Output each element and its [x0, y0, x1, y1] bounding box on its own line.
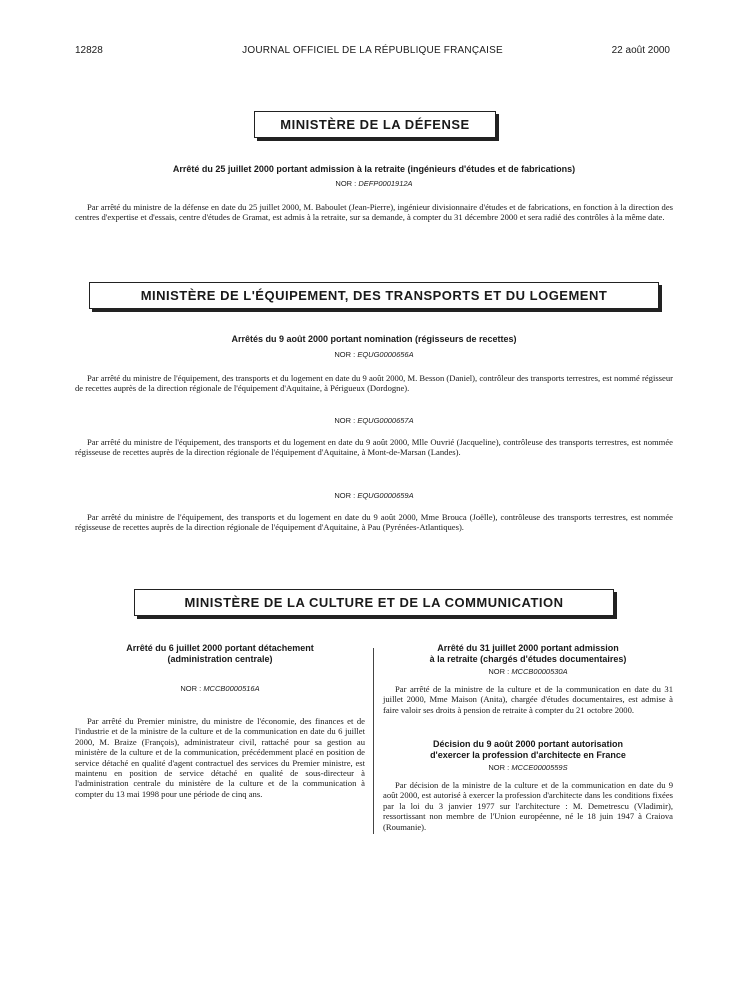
page-header: [75, 45, 670, 59]
ministry-culture-name: MINISTÈRE DE LA CULTURE ET DE LA COMMUNICATION: [184, 595, 564, 610]
culture-left-text: Par arrêté du Premier ministre, du ministre de l'économie, des finances et de l'industrie et de la ministre de la culture et de la communication en date du 6 juillet 2000, M. Braize (François), administrateur civil, rattaché pour sa gestion au ministère de la culture et de la communication, précédemment placé en position de service détaché en qualité d'agent contractuel des services du Premier ministre, est maintenu en position de service détaché en qualité de sous-directeur à l'administration centrale du ministère de la culture et de la communication à compter du 13 mai 1998 pour une période de cinq ans.: [75, 716, 365, 799]
culture-right-title-1: Arrêté du 31 juillet 2000 portant admission à la retraite (chargés d'études documentaires): [429, 643, 627, 664]
column-divider: [373, 648, 374, 834]
equipement-arrete-text-1: Par arrêté du ministre de l'équipement, des transports et du logement en date du 9 août 2000, M. Besson (Daniel), contrôleur des transports terrestres, est nommé régisseur de recettes auprès de la direction régionale de l'équipement d'Aquitaine, à Périgueux (Dordogne).: [75, 373, 673, 394]
equipement-nor-code-1: EQUG0000656A: [357, 350, 414, 359]
culture-left-nor: NOR : MCCB0000516A: [180, 684, 260, 693]
defense-nor: NOR : DEFP0001912A: [335, 179, 413, 188]
page-number: 12828: [75, 45, 103, 56]
culture-right-nor-2: NOR : MCCE0000559S: [488, 763, 568, 772]
ministry-equipement-heading: [89, 282, 659, 309]
defense-arrete-title: Arrêté du 25 juillet 2000 portant admission à la retraite (ingénieurs d'études et de fabrications): [172, 164, 576, 174]
culture-left-nor-code: MCCB0000516A: [203, 684, 260, 693]
ministry-culture-heading: [134, 589, 614, 616]
culture-right-text-2: Par décision de la ministre de la culture et de la communication en date du 9 août 2000, est autorisé à exercer la profession d'architecte dans les conditions fixées par la loi du 3 janvier 1977 sur l'architecture : M. Demetrescu (Vladimir), ressortissant non membre de l'Union européenne, né le 18 juin 1947 à Craiova (Roumanie).: [383, 780, 673, 832]
defense-nor-code: DEFP0001912A: [358, 179, 413, 188]
equipement-arrete-text-3: Par arrêté du ministre de l'équipement, des transports et du logement en date du 9 août 2000, Mme Brouca (Joëlle), contrôleuse des transports terrestres, est nommée régisseuse de recettes auprès de la direction régionale de l'équipement d'Aquitaine, à Pau (Pyrénées-Atlantiques).: [75, 512, 673, 533]
equipement-nor-3: NOR : EQUG0000659A: [334, 491, 414, 500]
equipement-arretes-title: Arrêtés du 9 août 2000 portant nomination (régisseurs de recettes): [231, 334, 517, 344]
culture-right-text-1: Par arrêté de la ministre de la culture et de la communication en date du 31 juillet 2000, Mme Maison (Anita), chargée d'études documentaires, est admise à faire valoir ses droits à pension de retraite à compter du 21 octobre 2000.: [383, 684, 673, 715]
culture-right-title-2: Décision du 9 août 2000 portant autorisation d'exercer la profession d'architecte en France: [430, 739, 626, 760]
equipement-nor-code-3: EQUG0000659A: [357, 491, 414, 500]
culture-left-title: Arrêté du 6 juillet 2000 portant détachement (administration centrale): [126, 643, 314, 664]
ministry-equipement-name: MINISTÈRE DE L'ÉQUIPEMENT, DES TRANSPORTS ET DU LOGEMENT: [140, 288, 608, 303]
equipement-nor-1: NOR : EQUG0000656A: [334, 350, 414, 359]
equipement-nor-code-2: EQUG0000657A: [357, 416, 414, 425]
journal-title: JOURNAL OFFICIEL DE LA RÉPUBLIQUE FRANÇAISE: [242, 45, 503, 56]
culture-right-nor-code-2: MCCE0000559S: [511, 763, 568, 772]
issue-date: 22 août 2000: [611, 45, 670, 56]
defense-arrete-text: Par arrêté du ministre de la défense en date du 25 juillet 2000, M. Baboulet (Jean-Pierre), ingénieur divisionnaire d'études et de fabrications, en fonction à la direction des centres d'expertise et d'essais, centre d'études de Gramat, est admis à la retraite, sur sa demande, à compter du 31 décembre 2000 et sera radié des contrôles à la même date.: [75, 202, 673, 223]
equipement-arrete-text-2: Par arrêté du ministre de l'équipement, des transports et du logement en date du 9 août 2000, Mlle Ouvrié (Jacqueline), contrôleuse des transports terrestres, est nommée régisseuse de recettes auprès de la direction régionale de l'équipement d'Aquitaine, à Mont-de-Marsan (Landes).: [75, 437, 673, 458]
culture-right-nor-code-1: MCCB0000530A: [511, 667, 568, 676]
ministry-defense-heading: [254, 111, 496, 138]
ministry-defense-name: MINISTÈRE DE LA DÉFENSE: [280, 117, 470, 132]
culture-right-nor-1: NOR : MCCB0000530A: [488, 667, 568, 676]
equipement-nor-2: NOR : EQUG0000657A: [334, 416, 414, 425]
